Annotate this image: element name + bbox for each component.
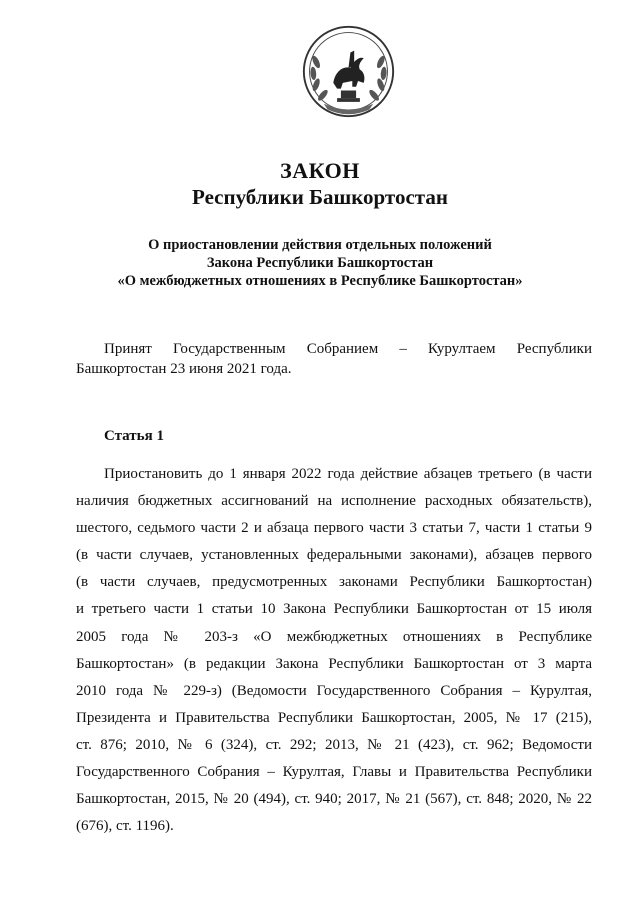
article-line: Башкортостан» (в редакции Закона Республики Башкортостан от 3 марта — [76, 655, 592, 672]
article-line: и третьего части 1 статьи 10 Закона Республики Башкортостан от 15 июля — [76, 601, 592, 618]
article-heading: Статья 1 — [104, 428, 164, 444]
law-name-line: «О межбюджетных отношениях в Республике Башкортостан» — [117, 273, 523, 289]
law-subtitle: Республики Башкортостан — [192, 185, 448, 209]
adoption-word: Курултаем — [428, 341, 496, 357]
article-body — [76, 461, 592, 840]
article-line: 2005 года № 203-з «О межбюджетных отношениях в Республике — [76, 628, 592, 645]
article-line: Государственного Собрания – Курултая, Главы и Правительства Республики — [76, 764, 592, 781]
adoption-word: Принят — [104, 341, 152, 357]
article-line: шестого, седьмого части 2 и абзаца первого части 3 статьи 7, части 1 статьи 9 — [76, 520, 592, 537]
law-name-line: О приостановлении действия отдельных положений — [148, 237, 492, 253]
adoption-line — [76, 339, 592, 359]
adoption-statement — [76, 339, 592, 379]
adoption-word: – — [399, 341, 407, 357]
coat-of-arms-emblem — [301, 24, 396, 119]
adoption-word: Собранием — [306, 341, 379, 357]
law-title: ЗАКОН — [280, 158, 360, 183]
law-name-line: Закона Республики Башкортостан — [206, 255, 434, 271]
adoption-word: Государственным — [173, 341, 286, 357]
article-line: (676), ст. 1196). — [76, 818, 174, 835]
article-line: Приостановить до 1 января 2022 года действие абзацев третьего (в части — [104, 466, 592, 482]
article-line: Президента и Правительства Республики Башкортостан, 2005, № 17 (215), — [76, 709, 592, 726]
article-line: (в части случаев, предусмотренных законами Республики Башкортостан) — [76, 574, 592, 591]
adoption-line: Башкортостан 23 июня 2021 года. — [76, 361, 292, 377]
article-line: (в части случаев, установленных федеральными законами), абзацев первого — [76, 547, 592, 564]
article-line: Башкортостан, 2015, № 20 (494), ст. 940; 2017, № 21 (567), ст. 848; 2020, № 22 — [76, 791, 592, 808]
article-line: 2010 года № 229-з) (Ведомости Государственного Собрания – Курултая, — [76, 682, 592, 699]
article-line: наличия бюджетных ассигнований на исполнение расходных обязательств), — [76, 493, 592, 510]
adoption-word: Республики — [516, 341, 592, 357]
law-name — [0, 236, 640, 290]
article-line: ст. 876; 2010, № 6 (324), ст. 292; 2013, № 21 (423), ст. 962; Ведомости — [76, 736, 592, 753]
